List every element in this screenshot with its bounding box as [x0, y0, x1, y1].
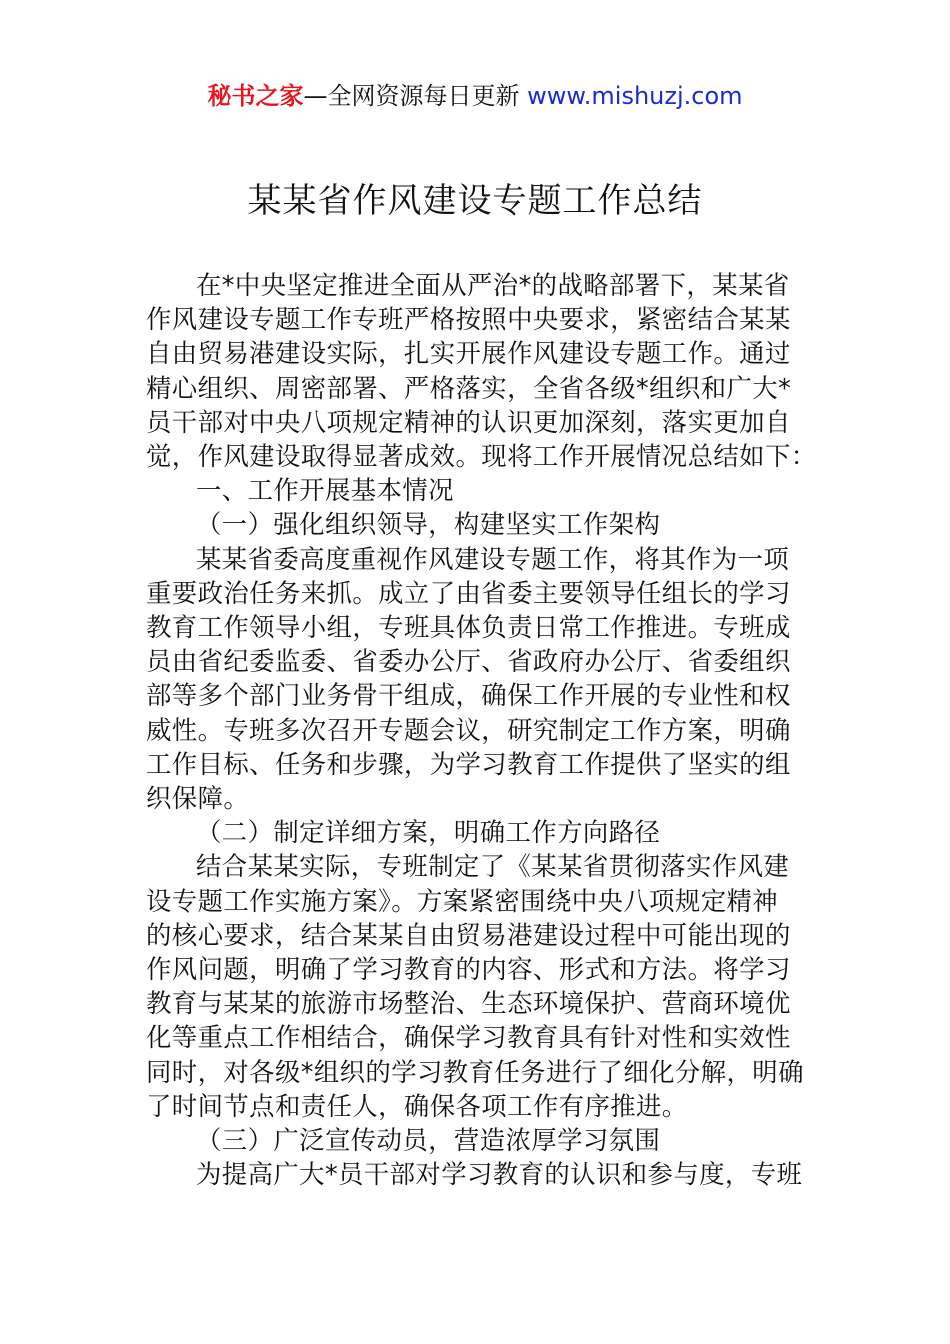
- body-line: 教育与某某的旅游市场整治、生态环境保护、营商环境优: [146, 988, 791, 1019]
- site-url-link[interactable]: www.mishuzj.com: [527, 82, 743, 110]
- document-body: [146, 268, 816, 1191]
- body-line: 的核心要求，结合某某自由贸易港建设过程中可能出现的: [146, 919, 791, 950]
- body-line: 在*中央坚定推进全面从严治*的战略部署下，某某省: [196, 270, 790, 300]
- body-line: 员由省纪委监委、省委办公厅、省政府办公厅、省委组织: [146, 646, 791, 677]
- body-line: 化等重点工作相结合，确保学习教育具有针对性和实效性: [146, 1022, 791, 1053]
- body-line: 作风建设专题工作专班严格按照中央要求，紧密结合某某: [146, 304, 791, 335]
- body-line: （一）强化组织领导，构建坚实工作架构: [196, 509, 661, 540]
- site-brand: 秘书之家: [207, 82, 304, 110]
- body-line: 自由贸易港建设实际，扎实开展作风建设专题工作。通过: [146, 338, 791, 369]
- site-tagline: —全网资源每日更新: [303, 82, 528, 110]
- body-line: 工作目标、任务和步骤，为学习教育工作提供了坚实的组: [146, 748, 791, 779]
- body-line: 作风问题，明确了学习教育的内容、形式和方法。将学习: [146, 954, 791, 985]
- body-line: 精心组织、周密部署、严格落实，全省各级*组织和广大*: [146, 372, 792, 403]
- body-line: 为提高广大*员干部对学习教育的认识和参与度，专班: [196, 1159, 803, 1190]
- body-line: 威性。专班多次召开专题会议，研究制定工作方案，明确: [146, 714, 791, 745]
- body-line: 织保障。: [146, 783, 250, 814]
- body-line: 教育工作领导小组，专班具体负责日常工作推进。专班成: [146, 612, 791, 643]
- body-line: 觉，作风建设取得显著成效。现将工作开展情况总结如下：: [146, 441, 817, 472]
- body-line: 了时间节点和责任人，确保各项工作有序推进。: [146, 1090, 688, 1121]
- body-line: （三）广泛宣传动员，营造浓厚学习氛围: [196, 1125, 661, 1156]
- body-line: 某某省委高度重视作风建设专题工作，将其作为一项: [196, 543, 790, 574]
- body-line: 部等多个部门业务骨干组成，确保工作开展的专业性和权: [146, 680, 791, 711]
- body-line: 一、工作开展基本情况: [196, 475, 454, 506]
- body-line: 员干部对中央八项规定精神的认识更加深刻，落实更加自: [146, 406, 791, 437]
- body-line: 结合某某实际，专班制定了《某某省贯彻落实作风建: [196, 851, 790, 882]
- site-header: [0, 80, 950, 112]
- body-line: 重要政治任务来抓。成立了由省委主要领导任组长的学习: [146, 577, 791, 608]
- body-line: 设专题工作实施方案》。方案紧密围绕中央八项规定精神: [146, 885, 779, 916]
- body-line: （二）制定详细方案，明确工作方向路径: [196, 817, 661, 848]
- body-line: 同时，对各级*组织的学习教育任务进行了细化分解，明确: [146, 1056, 804, 1087]
- document-title: 某某省作风建设专题工作总结: [247, 181, 703, 221]
